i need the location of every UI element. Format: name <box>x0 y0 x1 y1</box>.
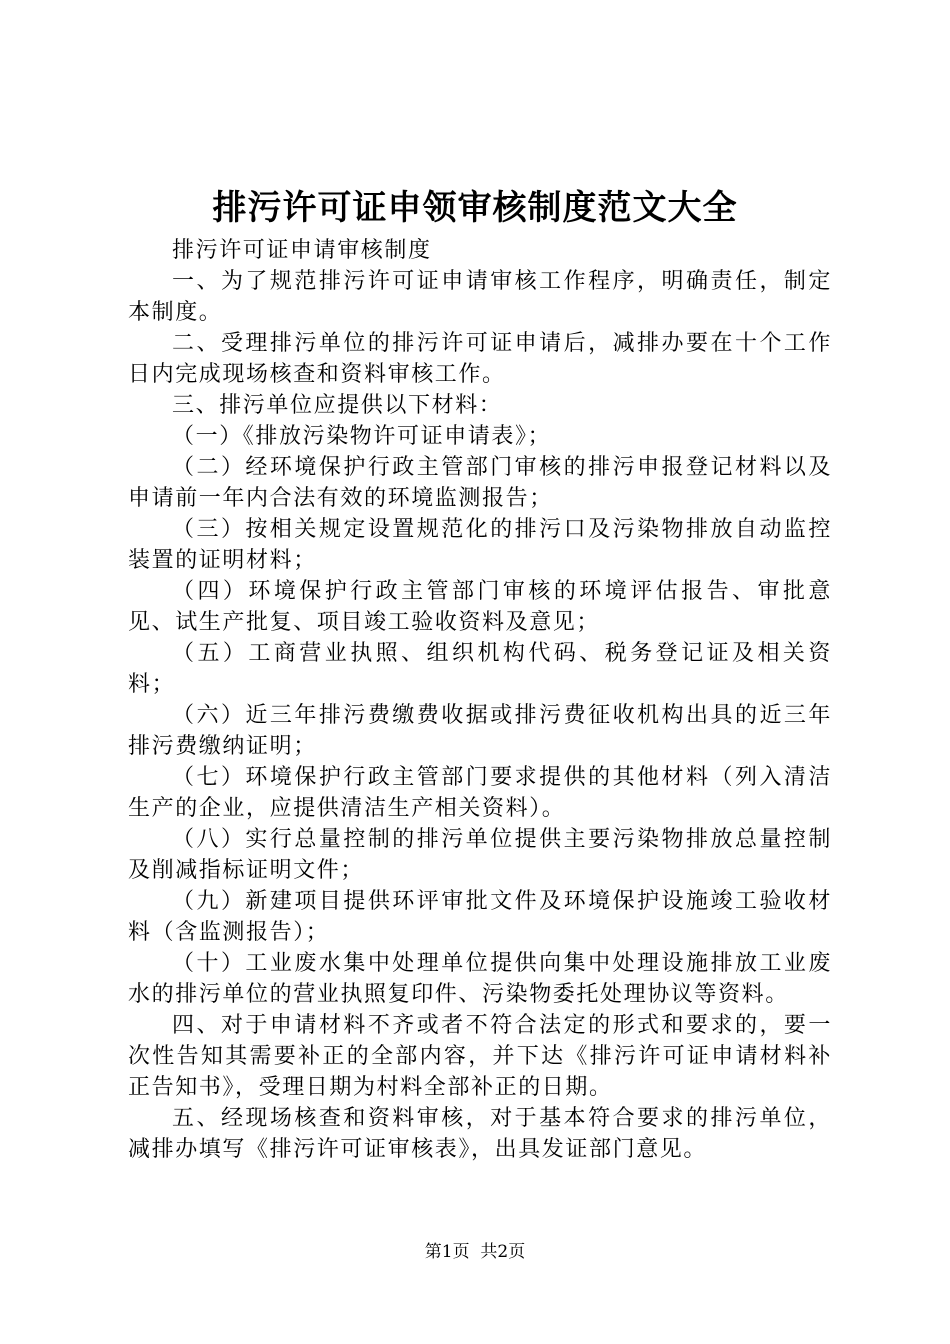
paragraph-item-2: 二、受理排污单位的排污许可证申请后，减排办要在十个工作日内完成现场核查和资料审核工作。 <box>128 331 832 387</box>
paragraph-item-4: 四、对于申请材料不齐或者不符合法定的形式和要求的，要一次性告知其需要补正的全部内容，并下达《排污许可证申请材料补正告知书》，受理日期为村料全部补正的日期。 <box>128 1013 832 1100</box>
paragraph-subitem-9: （九）新建项目提供环评审批文件及环境保护设施竣工验收材料（含监测报告）； <box>128 889 832 945</box>
page-number: 第1页 <box>424 1242 470 1262</box>
page-total: 共2页 <box>480 1242 526 1262</box>
paragraph-subitem-10: （十）工业废水集中处理单位提供向集中处理设施排放工业废水的排污单位的营业执照复印件、污染物委托处理协议等资料。 <box>128 951 832 1007</box>
paragraph-subitem-5: （五）工商营业执照、组织机构代码、税务登记证及相关资料； <box>128 641 832 697</box>
paragraph-heading: 排污许可证申请审核制度 <box>172 238 432 263</box>
paragraph-subitem-1: （一）《排放污染物许可证申请表》； <box>172 424 552 449</box>
paragraph-subitem-4: （四）环境保护行政主管部门审核的环境评估报告、审批意见、试生产批复、项目竣工验收资料及意见； <box>128 579 832 635</box>
paragraph-subitem-7: （七）环境保护行政主管部门要求提供的其他材料（列入清洁生产的企业，应提供清洁生产相关资料）。 <box>128 765 832 821</box>
paragraph-item-1: 一、为了规范排污许可证申请审核工作程序，明确责任，制定本制度。 <box>128 269 832 325</box>
paragraph-subitem-8: （八）实行总量控制的排污单位提供主要污染物排放总量控制及削减指标证明文件； <box>128 827 832 883</box>
paragraph-item-3: 三、排污单位应提供以下材料： <box>172 393 503 418</box>
document-title: 排污许可证申领审核制度范文大全 <box>212 188 738 228</box>
paragraph-item-5: 五、经现场核查和资料审核，对于基本符合要求的排污单位，减排办填写《排污许可证审核表》，出具发证部门意见。 <box>128 1106 832 1162</box>
document-body <box>128 235 832 1165</box>
page-footer <box>0 1240 950 1264</box>
paragraph-subitem-3: （三）按相关规定设置规范化的排污口及污染物排放自动监控装置的证明材料； <box>128 517 832 573</box>
paragraph-subitem-6: （六）近三年排污费缴费收据或排污费征收机构出具的近三年排污费缴纳证明； <box>128 703 832 759</box>
paragraph-subitem-2: （二）经环境保护行政主管部门审核的排污申报登记材料以及申请前一年内合法有效的环境监测报告； <box>128 455 832 511</box>
